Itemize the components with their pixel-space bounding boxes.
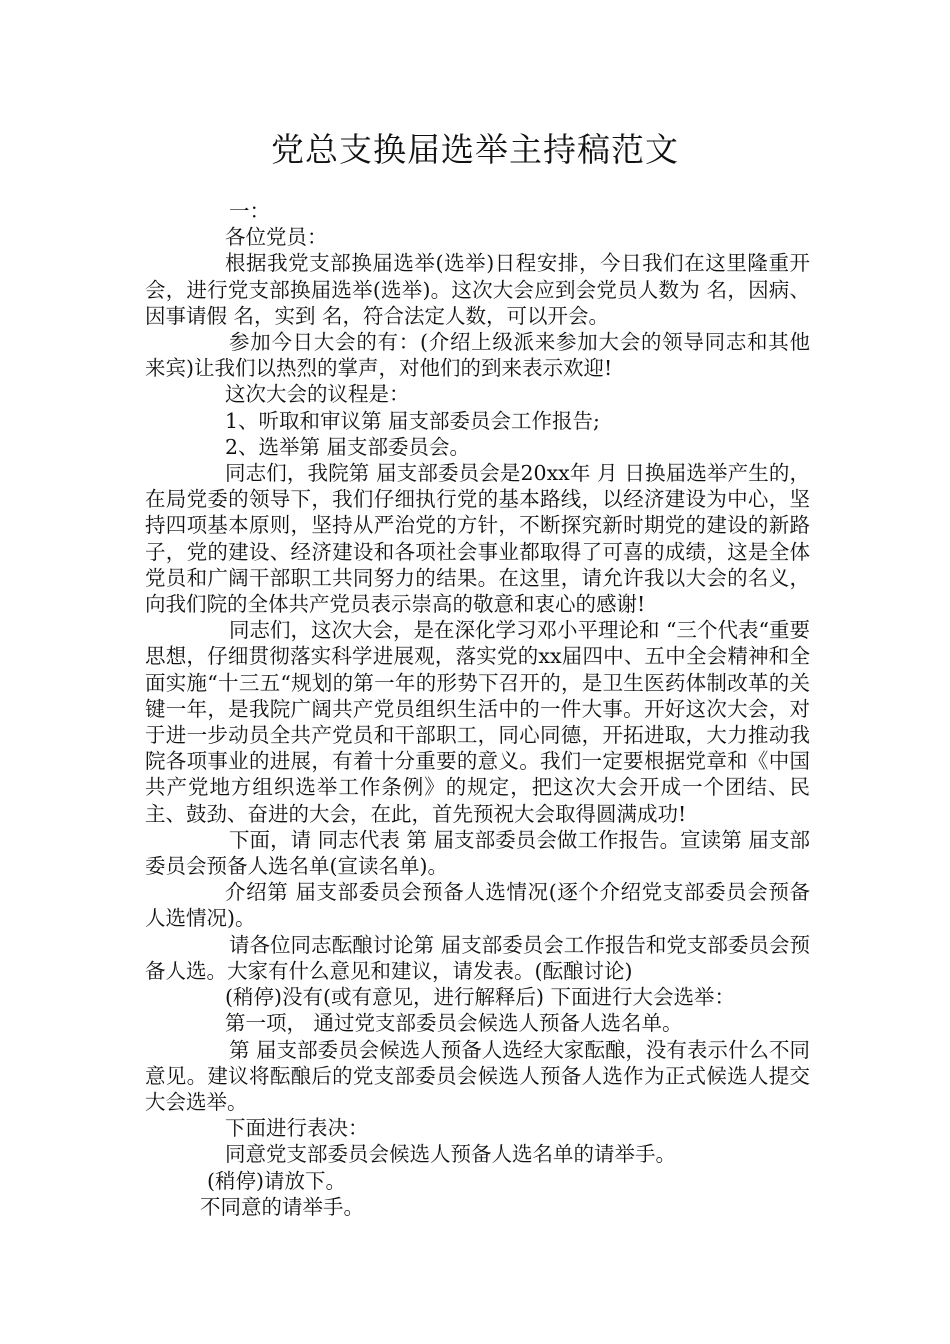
body-paragraph: 参加今日大会的有：(介绍上级派来参加大会的领导同志和其他来宾)让我们以热烈的掌声，对他们的到来表示欢迎! (145, 330, 810, 381)
body-paragraph: 各位党员： (225, 225, 328, 250)
body-paragraph: 不同意的请举手。 (200, 1194, 364, 1219)
body-paragraph: 下面，请 同志代表 第 届支部委员会做工作报告。宣读第 届支部委员会预备人选名单(宣读名单)。 (145, 827, 810, 879)
document-body (145, 198, 810, 1220)
body-paragraph: 根据我党支部换届选举(选举)日程安排，今日我们在这里隆重开会，进行党支部换届选举(选举)。这次大会应到会党员人数为 名，因病、因事请假 名，实到 名，符合法定人数，可以开会。 (145, 251, 810, 328)
body-paragraph: (稍停)没有(或有意见，进行解释后) 下面进行大会选举： (225, 985, 736, 1010)
body-paragraph: 第一项， 通过党支部委员会候选人预备人选名单。 (225, 1011, 683, 1036)
body-paragraph: 同意党支部委员会候选人预备人选名单的请举手。 (225, 1142, 676, 1167)
body-paragraph: (稍停)请放下。 (207, 1168, 346, 1193)
body-paragraph: 一： (229, 199, 270, 223)
body-paragraph: 第 届支部委员会候选人预备人选经大家酝酿，没有表示什么不同意见。建议将酝酿后的党支部委员会候选人预备人选作为正式候选人提交大会选举。 (145, 1037, 810, 1114)
body-paragraph: 同志们，这次大会，是在深化学习邓小平理论和 “三个代表“重要思想，仔细贯彻落实科学进展观，落实党的xx届四中、五中全会精神和全面实施“十三五“规划的第一年的形势下召开的，是卫生医药体制改革的关键一年，是我院广阔共产党员组织生活中的一件大事。开好这次大会，对于进一步动员全共产党员和干部职工，同心同德，开拓进取，大力推动我院各项事业的进展，有着十分重要的意义。我们一定要根据党章和《中国共产党地方组织选举工作条例》的规定，把这次大会开成一个团结、民主、鼓劲、奋进的大会，在此，首先预祝大会取得圆满成功! (145, 618, 810, 826)
document-title: 党总支换届选举主持稿范文 (271, 130, 679, 169)
body-paragraph: 介绍第 届支部委员会预备人选情况(逐个介绍党支部委员会预备人选情况)。 (145, 880, 810, 931)
body-paragraph: 请各位同志酝酿讨论第 届支部委员会工作报告和党支部委员会预备人选。大家有什么意见和建议，请发表。(酝酿讨论) (145, 932, 810, 983)
body-paragraph: 这次大会的议程是： (225, 382, 410, 407)
body-paragraph: 1、听取和审议第 届支部委员会工作报告; (225, 408, 600, 433)
body-paragraph: 2、选举第 届支部委员会。 (225, 434, 471, 459)
body-paragraph: 同志们，我院第 届支部委员会是20xx年 月 日换届选举产生的，在局党委的领导下，我们仔细执行党的基本路线，以经济建设为中心，坚持四项基本原则，坚持从严治党的方针，不断探究新时期党的建设的新路子，党的建设、经济建设和各项社会事业都取得了可喜的成绩，这是全体党员和广阔干部职工共同努力的结果。在这里，请允许我以大会的名义，向我们院的全体共产党员表示崇高的敬意和衷心的感谢! (145, 461, 810, 617)
body-paragraph: 下面进行表决： (225, 1116, 369, 1141)
